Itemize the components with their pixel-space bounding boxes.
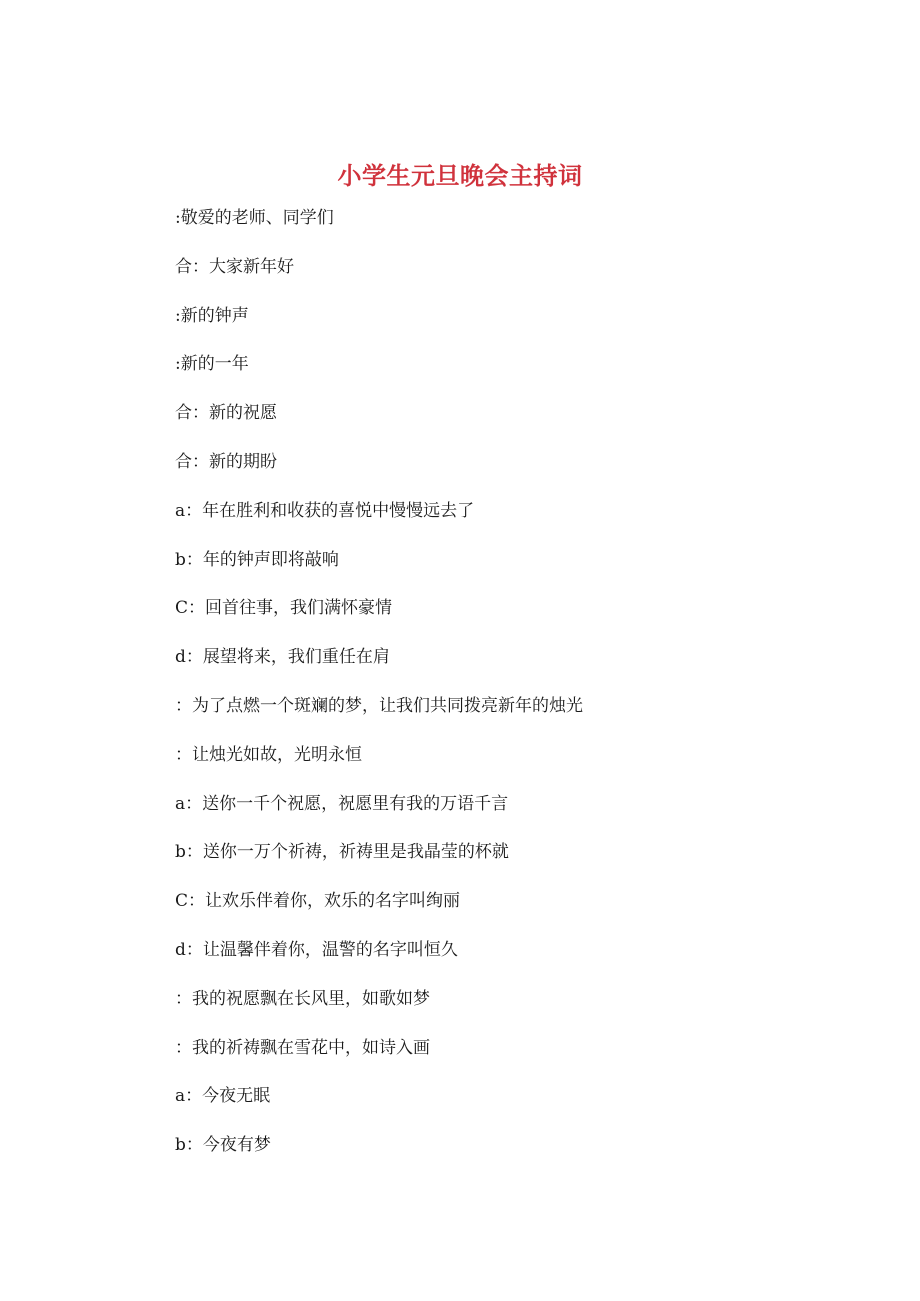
script-line: ：让烛光如故，光明永恒 [175,744,362,765]
script-line: ：我的祈祷飘在雪花中，如诗入画 [175,1037,430,1058]
script-line: C：让欢乐伴着你，欢乐的名字叫绚丽 [175,891,461,912]
script-line: ：我的祝愿飘在长风里，如歌如梦 [175,988,430,1009]
script-line: :敬爱的老师、同学们 [175,208,334,228]
script-line: d：让温馨伴着你，温警的名字叫恒久 [175,939,458,960]
script-line: b：年的钟声即将敲响 [175,549,339,570]
script-lines [175,198,875,1174]
script-line: C：回首往事，我们满怀豪情 [175,598,393,619]
script-line: d：展望将来，我们重任在肩 [175,647,390,668]
script-line: :新的钟声 [175,305,249,326]
script-line: 合：新的期盼 [175,451,277,472]
script-line: :新的一年 [175,354,249,375]
script-line: ：为了点燃一个斑斓的梦，让我们共同拨亮新年的烛光 [175,695,583,716]
document-title: 小学生元旦晚会主持词 [337,162,583,191]
script-line: 合：新的祝愿 [175,403,277,424]
script-line: a：今夜无眠 [175,1086,271,1107]
script-line: b：送你一万个祈祷，祈祷里是我晶莹的杯就 [175,842,509,863]
script-line: a：送你一千个祝愿，祝愿里有我的万语千言 [175,793,509,814]
script-line: a：年在胜利和收获的喜悦中慢慢远去了 [175,500,475,521]
script-line: 合：大家新年好 [175,256,294,277]
script-line: b：今夜有梦 [175,1135,271,1156]
